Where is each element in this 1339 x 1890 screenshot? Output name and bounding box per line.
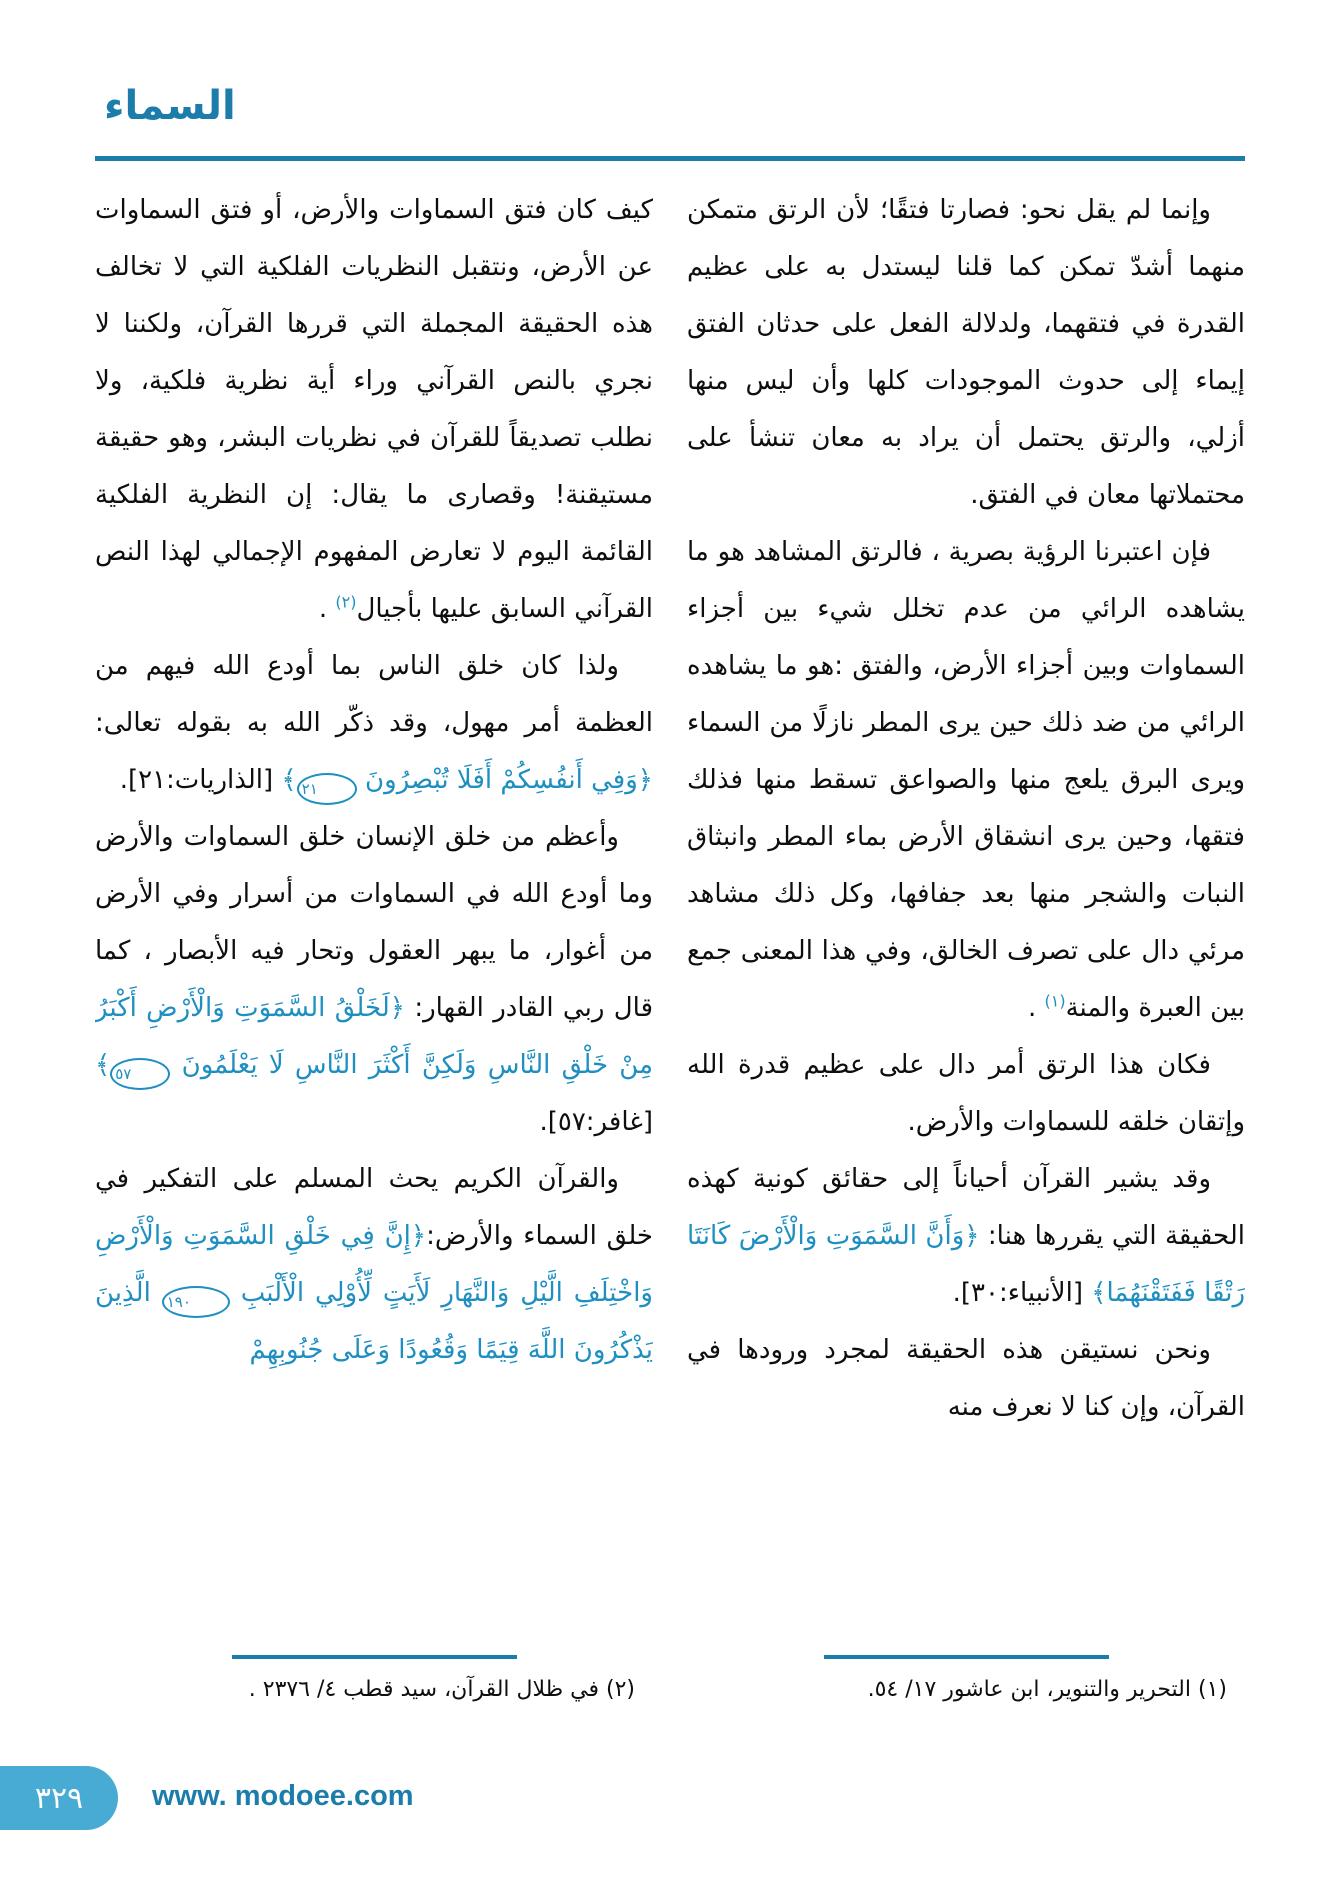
column-left-text: [95, 182, 653, 1647]
paragraph: [687, 1037, 1245, 1151]
footnote-ref: (٢): [335, 592, 357, 612]
paragraph: [687, 1151, 1245, 1322]
body-text: وقد يشير القرآن أحياناً إلى حقائق كونية كهذه الحقيقة التي يقررها هنا:: [687, 1164, 1245, 1251]
body-text: وإنما لم يقل نحو: فصارتا فتقًا؛ لأن الرتق متمكن منهما أشدّ تمكن كما قلنا ليستدل به على عظيم القدرة في فتقهما، ولدلالة الفعل على حدثان الفتق إيماء إلى حدوث الموجودات كلها وأن ليس منها أزلي، والرتق يحتمل أن يراد به معان تنشأ على محتملاتها معان في الفتق.: [687, 195, 1245, 510]
quran-verse: ﴾: [95, 1050, 111, 1080]
footnote-rule: [232, 1655, 517, 1659]
ayah-number-ornament: ٢١: [297, 773, 357, 805]
footnote-text: في ظلال القرآن، سيد قطب ٤/ ٢٣٧٦ .: [248, 1677, 599, 1702]
column-left-footnotes: [95, 1655, 653, 1747]
ayah-number-ornament: ١٩٠: [162, 1286, 230, 1318]
body-text: [غافر:٥٧].: [539, 1107, 653, 1137]
page-number: ٣٢٩: [34, 1780, 84, 1816]
paragraph: [95, 182, 653, 638]
body-text: وأعظم من خلق الإنسان خلق السماوات والأرض وما أودع الله في السماوات من أسرار وفي الأرض من أغوار، ما يبهر العقول وتحار فيه الأبصار ، كما قال ربي القادر القهار:: [95, 822, 653, 1023]
body-text: فإن اعتبرنا الرؤية بصرية ، فالرتق المشاهد هو ما يشاهده الرائي من عدم تخلل شيء بين أجزاء السماوات وبين أجزاء الأرض، والفتق :هو ما يشاهده الرائي من ضد ذلك حين يرى المطر نازلًا من السماء ويرى البرق يلعج منها والصواعق تسقط منها فذلك فتقها، وحين يرى انشقاق الأرض بماء المطر وانبثاق النبات والشجر منها بعد جفافها، وكل ذلك مشاهد مرئي دال على تصرف الخالق، وفي هذا المعنى جمع بين العبرة والمنة: [687, 537, 1245, 1023]
column-right-text: [687, 182, 1245, 1647]
page-title: السماء: [104, 83, 236, 129]
quran-verse: ﴿وَفِي أَنفُسِكُمْ أَفَلَا تُبْصِرُونَ: [356, 765, 653, 795]
quran-verse: ﴾: [281, 765, 297, 795]
quran-verse: ﴿وَأَنَّ السَّمَوَتِ وَالْأَرْضَ كَانَتَا رَتْقًا فَفَتَقْنَهُمَا﴾: [687, 1221, 1245, 1308]
columns: [95, 182, 1245, 1747]
footnote-rule: [824, 1655, 1109, 1659]
ayah-number-ornament: ٥٧: [110, 1058, 170, 1090]
paragraph: [687, 524, 1245, 1037]
body-text: [الأنبياء:٣٠].: [952, 1278, 1092, 1308]
footnote-marker: (٢): [605, 1677, 635, 1702]
quran-verse: ﴿إِنَّ فِي خَلْقِ السَّمَوَتِ وَالْأَرْضِ وَاخْتِلَفِ الَّيْلِ وَالنَّهَارِ لَأَيَتٍ لِّأُوْلِي الْأَلْبَبِ: [95, 1221, 653, 1308]
website-url: www. modoee.com: [152, 1780, 414, 1812]
paragraph: [687, 1322, 1245, 1436]
column-right-footnotes: [687, 1655, 1245, 1747]
body-text: ولذا كان خلق الناس بما أودع الله فيهم من العظمة أمر مهول، وقد ذكّر الله به بقوله تعالى:: [95, 651, 653, 738]
body-text: ونحن نستيقن هذه الحقيقة لمجرد ورودها في القرآن، وإن كنا لا نعرف منه: [687, 1335, 1245, 1422]
footnote: [687, 1673, 1245, 1706]
footnote-text: التحرير والتنوير، ابن عاشور ١٧/ ٥٤.: [867, 1677, 1191, 1702]
body-text: .: [1027, 993, 1045, 1023]
column-right: [687, 182, 1245, 1747]
column-left: [95, 182, 653, 1747]
paragraph: [95, 638, 653, 809]
page-number-badge: [0, 1766, 118, 1830]
body-text: .: [318, 594, 336, 624]
paragraph: [95, 809, 653, 1151]
paragraph: [95, 1151, 653, 1379]
body-text: كيف كان فتق السماوات والأرض، أو فتق السماوات عن الأرض، ونتقبل النظريات الفلكية التي لا تخالف هذه الحقيقة المجملة التي قررها القرآن، ولكننا لا نجري بالنص القرآني وراء أية نظرية فلكية، ولا نطلب تصديقاً للقرآن في نظريات البشر، وهو حقيقة مستيقنة! وقصارى ما يقال: إن النظرية الفلكية القائمة اليوم لا تعارض المفهوم الإجمالي لهذا النص القرآني السابق عليها بأجيال: [95, 195, 653, 624]
header-rule: [95, 156, 1245, 161]
quran-verse: الَّذِينَ يَذْكُرُونَ اللَّهَ قِيَمًا وَقُعُودًا وَعَلَى جُنُوبِهِمْ: [95, 1278, 653, 1365]
body-text: والقرآن الكريم يحث المسلم على التفكير في خلق السماء والأرض:: [95, 1164, 653, 1251]
footnote: [95, 1673, 653, 1706]
footnote-ref: (١): [1044, 991, 1066, 1011]
quran-verse: ﴿لَخَلْقُ السَّمَوَتِ وَالْأَرْضِ أَكْبَرُ مِنْ خَلْقِ النَّاسِ وَلَكِنَّ أَكْثَرَ النَّاسِ لَا يَعْلَمُونَ: [95, 993, 653, 1080]
body-text: [الذاريات:٢١].: [119, 765, 282, 795]
footnote-marker: (١): [1197, 1677, 1227, 1702]
paragraph: [687, 182, 1245, 524]
body-text: فكان هذا الرتق أمر دال على عظيم قدرة الله وإتقان خلقه للسماوات والأرض.: [687, 1050, 1245, 1137]
